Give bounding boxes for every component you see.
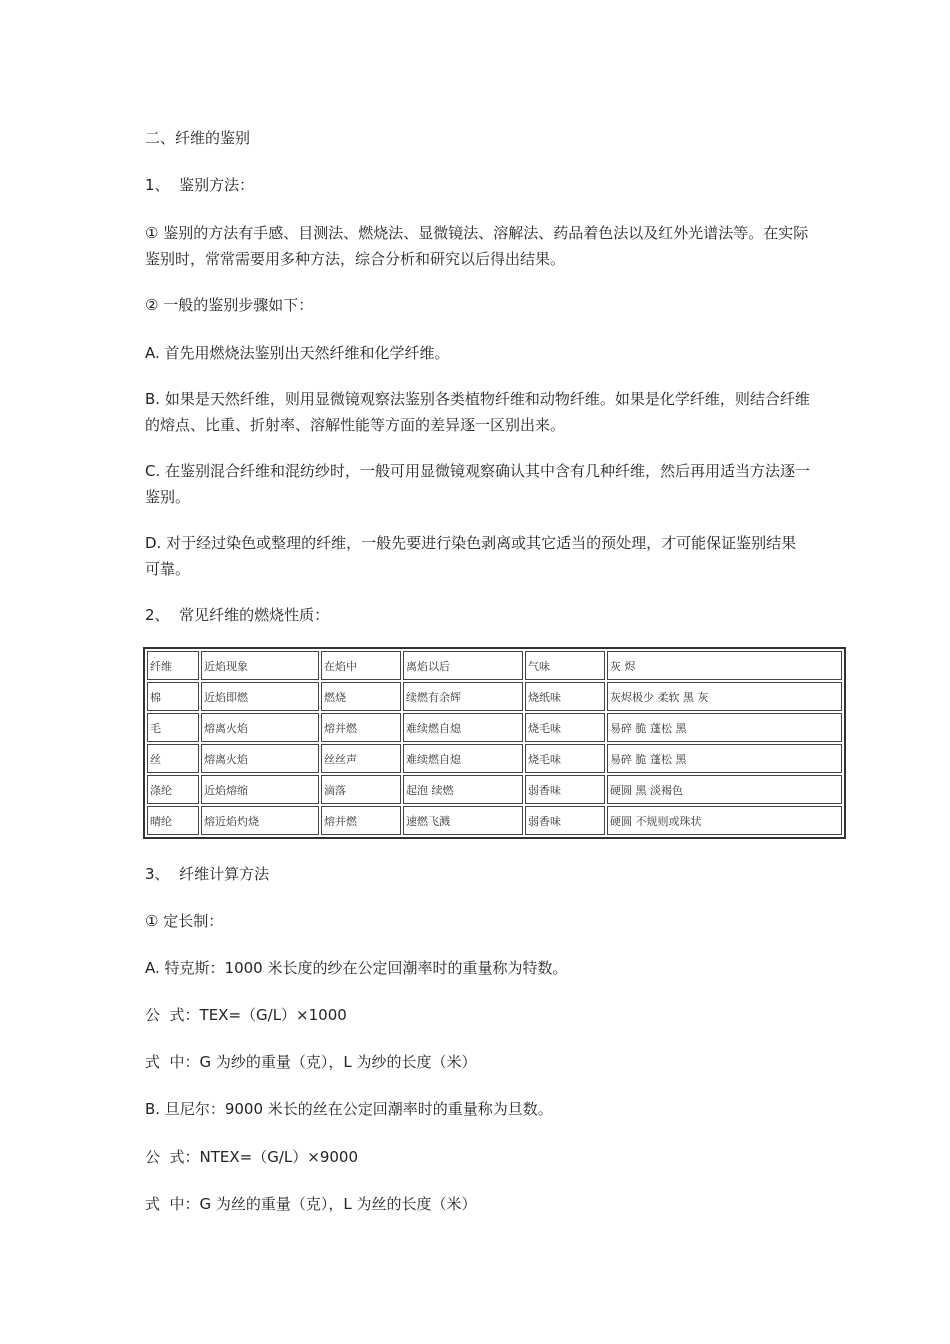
table-cell: 近焰即燃 [201,682,319,711]
table-header-cell: 气味 [525,651,605,680]
table-cell: 熔并燃 [321,713,401,742]
table-cell: 熔离火焰 [201,744,319,773]
section-title: 二、纤维的鉴别 [145,129,251,147]
table-cell: 熔并燃 [321,806,401,835]
step-b: B. 如果是天然纤维，则用显微镜观察法鉴别各类植物纤维和动物纤维。如果是化学纤维，则结合纤维的熔点、比重、折射率、溶解性能等方面的差异逐一区别出来。 [145,390,810,434]
table-cell: 熔离火焰 [201,713,319,742]
table-cell: 涤纶 [147,775,199,804]
calc-denier: B. 旦尼尔：9000 米长的丝在公定回潮率时的重量称为旦数。 [145,1100,553,1118]
note-tex: 式 中：G 为纱的重量（克），L 为纱的长度（米） [145,1053,477,1071]
table-header-cell: 近焰现象 [201,651,319,680]
table-cell: 难续燃自熄 [403,713,523,742]
table-cell: 滴落 [321,775,401,804]
table-row [147,682,842,711]
table-cell: 棉 [147,682,199,711]
table-row [147,744,842,773]
table-cell: 丝丝声 [321,744,401,773]
note-denier: 式 中：G 为丝的重量（克），L 为丝的长度（米） [145,1195,477,1213]
table-cell: 灰烬极少 柔软 黑 灰 [607,682,842,711]
table-cell: 易碎 脆 蓬松 黑 [607,744,842,773]
table-cell: 烧纸味 [525,682,605,711]
table-cell: 晴纶 [147,806,199,835]
table-cell: 熔近焰灼烧 [201,806,319,835]
table-cell: 速燃飞溅 [403,806,523,835]
burning-properties-table-wrap [143,647,846,839]
table-cell: 续燃有余辉 [403,682,523,711]
calc-tex: A. 特克斯：1000 米长度的纱在公定回潮率时的重量称为特数。 [145,959,568,977]
table-cell: 烧毛味 [525,713,605,742]
heading-identification-methods: 1、 鉴别方法： [145,176,255,194]
table-cell: 弱香味 [525,775,605,804]
burning-properties-table [143,647,846,839]
table-header-cell: 灰 烬 [607,651,842,680]
table-cell: 易碎 脆 蓬松 黑 [607,713,842,742]
table-cell: 毛 [147,713,199,742]
table-cell: 硬圆 不规则或珠状 [607,806,842,835]
heading-calculation: 3、 纤维计算方法 [145,865,270,883]
table-cell: 燃烧 [321,682,401,711]
formula-denier: 公 式：NTEX=（G/L）×9000 [145,1148,359,1166]
table-cell: 丝 [147,744,199,773]
subheading-fixed-length: ① 定长制： [145,912,224,930]
heading-burning-properties: 2、 常见纤维的燃烧性质： [145,606,330,624]
table-cell: 弱香味 [525,806,605,835]
table-cell: 起泡 续燃 [403,775,523,804]
table-row [147,775,842,804]
table-header-cell: 离焰以后 [403,651,523,680]
table-cell: 烧毛味 [525,744,605,773]
step-a: A. 首先用燃烧法鉴别出天然纤维和化学纤维。 [145,344,450,362]
step-c: C. 在鉴别混合纤维和混纺纱时，一般可用显微镜观察确认其中含有几种纤维，然后再用适当方法逐一鉴别。 [145,462,811,506]
paragraph-steps-intro: ② 一般的鉴别步骤如下： [145,296,314,314]
table-row [147,806,842,835]
table-header-cell: 纤维 [147,651,199,680]
table-cell: 硬圆 黑 淡褐色 [607,775,842,804]
formula-tex: 公 式：TEX=（G/L）×1000 [145,1006,347,1024]
paragraph-methods: ① 鉴别的方法有手感、目测法、燃烧法、显微镜法、溶解法、药品着色法以及红外光谱法等。在实际鉴别时，常常需要用多种方法，综合分析和研究以后得出结果。 [145,224,809,268]
table-cell: 难续燃自熄 [403,744,523,773]
table-cell: 近焰熔缩 [201,775,319,804]
table-header-cell: 在焰中 [321,651,401,680]
step-d: D. 对于经过染色或整理的纤维，一般先要进行染色剥离或其它适当的预处理，才可能保证鉴别结果可靠。 [145,534,797,578]
table-header-row [147,651,842,680]
table-row [147,713,842,742]
